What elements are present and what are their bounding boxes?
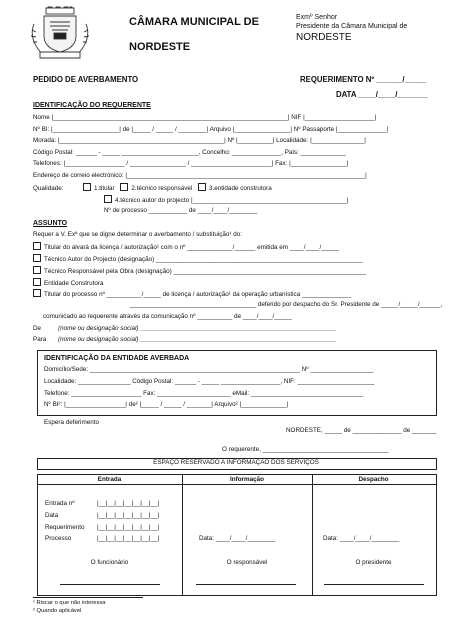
signature-line-responsavel[interactable] bbox=[196, 584, 296, 585]
entidade-contacts-field[interactable]: Telefone: ____________________ Fax: _____________________ eMail: ________________________________ bbox=[44, 390, 363, 397]
place-date-field[interactable]: NORDESTE, _____ de ______________ de _______ bbox=[286, 427, 437, 434]
informacao-date-field[interactable]: Data: ____/____/________ bbox=[199, 535, 276, 542]
qualidade-label: Qualidade: bbox=[33, 185, 64, 192]
entrada-data-boxes[interactable]: |__|__|__|__|__|__|__| bbox=[97, 512, 160, 519]
qualidade-row-2 bbox=[104, 195, 348, 205]
footnote-1: ¹ Riscar o que não interessa bbox=[33, 600, 106, 606]
checkbox-tecnico-responsavel[interactable] bbox=[120, 183, 128, 191]
entrada-processo-label: Processo bbox=[45, 535, 72, 542]
checkbox-tecnico-autor-projecto[interactable] bbox=[33, 254, 41, 262]
checkbox-titular[interactable] bbox=[83, 183, 91, 191]
footnote-2: ² Quando aplicável bbox=[33, 608, 82, 614]
requerente-signature-field[interactable]: O requerente, ____________________________________ bbox=[222, 446, 389, 453]
de-label: De bbox=[33, 325, 42, 332]
de-field[interactable]: (nome ou designação social) ________________________________________________________ bbox=[58, 325, 337, 332]
entrada-no-label: Entrada nº bbox=[45, 500, 75, 507]
qualidade-row bbox=[33, 183, 272, 193]
checkbox-tecnico-responsavel-obra[interactable] bbox=[33, 266, 41, 274]
signature-presidente-label: O presidente bbox=[355, 559, 392, 566]
footnote-rule bbox=[33, 597, 143, 598]
addressee-line2: Presidente da Câmara Municipal de bbox=[296, 23, 408, 30]
tecnico-autor-field[interactable]: 4.técnico autor do projecto |____________________________________________| bbox=[115, 197, 349, 204]
despacho-date-field[interactable]: Data: ____/____/________ bbox=[323, 535, 400, 542]
section-requester-heading: IDENTIFICAÇÃO DO REQUERENTE bbox=[33, 102, 151, 109]
entidade-construtora-label: Entidade Construtora bbox=[44, 280, 104, 287]
checkbox-titular-label: 1.titular bbox=[93, 185, 115, 192]
requester-phones-field[interactable]: Telefones: |_________________ / ________________ / _______________________| Fax: |________________| bbox=[33, 160, 349, 167]
reserved-table-header-rule bbox=[37, 484, 436, 485]
assunto-item-entidade bbox=[33, 278, 104, 288]
checkbox-tecnico-autor[interactable] bbox=[104, 195, 112, 203]
col-informacao-header: Informação bbox=[230, 476, 264, 483]
assunto-item-titular-alvara bbox=[33, 242, 339, 252]
checkbox-entidade-construtora-label: 3.entidade construtora bbox=[209, 185, 272, 192]
municipal-crest bbox=[28, 6, 92, 60]
tecnico-responsavel-obra-field[interactable]: Técnico Responsável pela Obra (designação) _______________________________________________________ bbox=[44, 268, 367, 275]
reserved-title: ESPAÇO RESERVADO A INFORMAÇÃO DOS SERVIÇOS bbox=[153, 459, 319, 466]
request-date[interactable]: DATA ____/____/_______ bbox=[336, 90, 428, 99]
entidade-bi-field[interactable]: Nº BI²: |_________________| de² |_____ / _____ / _______| Arquivo² |_____________| bbox=[44, 401, 289, 408]
requester-address-field[interactable]: Morada: |_______________________________________________| Nº |__________| Localidade: |_______________| bbox=[33, 137, 366, 144]
addressee-line1: Exmº Senhor bbox=[296, 14, 338, 21]
requester-postal-field[interactable]: Código Postal: ______ - _____ ______________________, Concelho: ______________, Pais: _____________ bbox=[33, 149, 347, 156]
comunicacao-field[interactable]: comunicado ao requerente através da comunicação nº __________ de ____/____/_____ bbox=[43, 313, 292, 320]
entrada-no-boxes[interactable]: |__|__|__|__|__|__|__| bbox=[97, 500, 160, 507]
entrada-requerimento-boxes[interactable]: |__|__|__|__|__|__|__| bbox=[97, 524, 160, 531]
entrada-requerimento-label: Requerimento bbox=[45, 524, 85, 531]
requester-name-field[interactable]: Nome |___________________________________________________________________| NIF |____________________| bbox=[33, 114, 377, 121]
reserved-table-col-divider-1 bbox=[182, 474, 183, 595]
entrada-data-label: Data bbox=[45, 512, 59, 519]
checkbox-titular-alvara[interactable] bbox=[33, 242, 41, 250]
despacho-field[interactable]: ____________________________________ deferido por despacho do Sr. Presidente de _____/_____/______, bbox=[130, 301, 443, 308]
checkbox-entidade-construtora[interactable] bbox=[198, 183, 206, 191]
requester-id-field[interactable]: Nº BI: |___________________| de |_____ / _____ / ________| Arquivo |________________| Nº Passaporte |______________| bbox=[33, 126, 389, 133]
requester-email-field[interactable]: Endereço de correio electrónico: |____________________________________________________________________| bbox=[33, 172, 367, 179]
entidade-localidade-field[interactable]: Localidade: _______________ Código Postal: ______ - _____ _________________, NIF: ______________________ bbox=[44, 378, 375, 385]
processo-field[interactable]: Nº de processo ___________ de ____/____/________ bbox=[104, 207, 258, 214]
assunto-item-titular-processo bbox=[33, 289, 351, 299]
signature-responsavel-label: O responsável bbox=[226, 559, 268, 566]
checkbox-titular-processo[interactable] bbox=[33, 289, 41, 297]
section-assunto-heading: ASSUNTO bbox=[33, 220, 68, 227]
signature-line-presidente[interactable] bbox=[324, 584, 424, 585]
assunto-intro: Requer a V. Exª que se digne determinar o averbamento / substituição¹ do: bbox=[33, 231, 242, 238]
col-despacho-header: Despacho bbox=[358, 476, 389, 483]
org-name-line2: NORDESTE bbox=[129, 41, 191, 53]
assunto-item-tecnico-responsavel bbox=[33, 266, 366, 276]
checkbox-tecnico-responsavel-label: 2.técnico responsável bbox=[131, 185, 193, 192]
para-label: Para bbox=[33, 336, 47, 343]
form-title: PEDIDO DE AVERBAMENTO bbox=[33, 75, 139, 84]
entrada-processo-boxes[interactable]: |__|__|__|__|__|__|__| bbox=[97, 535, 160, 542]
section-entidade-heading: IDENTIFICAÇÃO DA ENTIDADE AVERBADA bbox=[44, 355, 190, 362]
assunto-item-tecnico-autor bbox=[33, 254, 363, 264]
org-name-line1: CÂMARA MUNICIPAL DE bbox=[129, 16, 259, 28]
signature-line-funcionario[interactable] bbox=[60, 584, 160, 585]
col-entrada-header: Entrada bbox=[97, 476, 122, 483]
addressee-line3: NORDESTE bbox=[296, 32, 352, 43]
titular-alvara-field[interactable]: Titular do alvará da licença / autorização¹ com o nº _____________/______ emitida em ____/____/_____ bbox=[44, 244, 339, 251]
checkbox-entidade-construtora-assunto[interactable] bbox=[33, 278, 41, 286]
signature-funcionario-label: O funcionário bbox=[90, 559, 129, 566]
para-field[interactable]: (nome ou designação social) ________________________________________________________ bbox=[58, 336, 337, 343]
request-number[interactable]: REQUERIMENTO Nº ______/_____ bbox=[300, 75, 427, 84]
titular-processo-field[interactable]: Titular do processo nº __________/_____ de licença / autorização¹ da operação urbanística ______________ bbox=[44, 291, 351, 298]
reserved-table-col-divider-2 bbox=[312, 474, 313, 595]
espera-deferimento: Espera deferimento bbox=[44, 419, 99, 426]
entidade-domicilio-field[interactable]: Domicílio/Sede: ____________________________________________________________ Nº __________________ bbox=[44, 366, 374, 373]
tecnico-autor-projecto-field[interactable]: Técnico Autor do Projecto (designação) ___________________________________________________________ bbox=[44, 256, 363, 263]
